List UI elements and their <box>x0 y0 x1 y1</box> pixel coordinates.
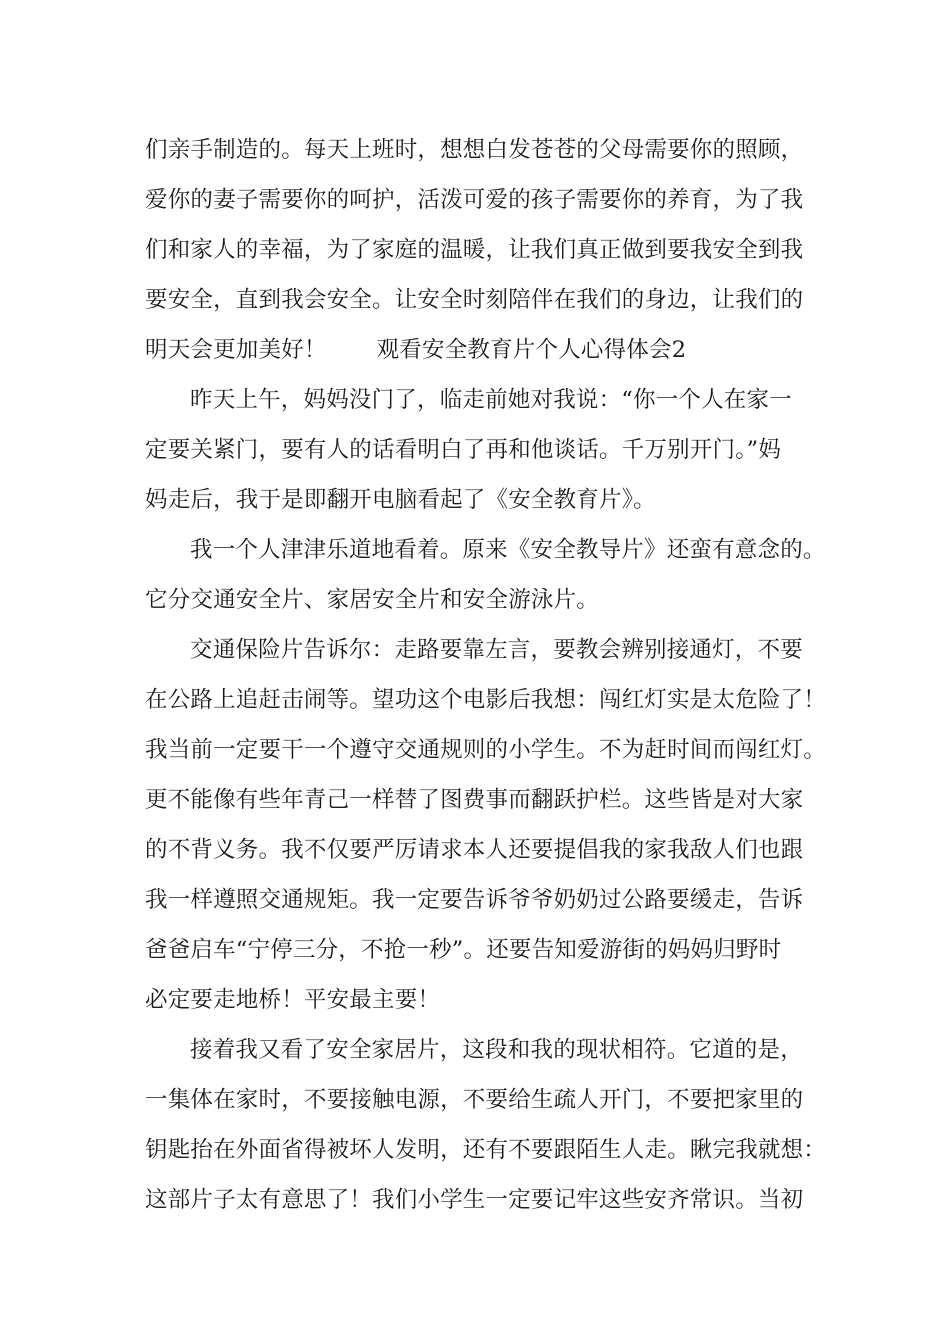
text-line: 爱你的妻子需要你的呵护，活泼可爱的孩子需要你的养育，为了我 <box>145 187 804 213</box>
paragraph-first-line: 交通保险片告诉尔：走路要靠左言，要教会辨别接通灯，不要 <box>190 637 803 663</box>
text-line <box>145 335 835 365</box>
text-line: 们亲手制造的。每天上班时，想想白发苍苍的父母需要你的照顾， <box>145 137 804 163</box>
paragraph-first-line: 接着我又看了安全家居片，这段和我的现状相符。它道的是， <box>190 1037 803 1063</box>
text-line: 一集体在家时，不要接触电源，不要给生疏人开门，不要把家里的 <box>145 1087 804 1113</box>
text-line: 定要关紧门，要有人的话看明白了再和他谈话。千万别开门。”妈 <box>145 437 782 463</box>
text-line: 这部片子太有意思了！我们小学生一定要记牢这些安齐常识。当初 <box>145 1187 804 1213</box>
text-line: 在公路上追赶击闹等。望功这个电影后我想：闯红灯实是太危险了！ <box>145 687 827 713</box>
text-line: 钥匙抬在外面省得被坏人发明，还有不要跟陌生人走。瞅完我就想： <box>145 1137 827 1163</box>
text-line: 必定要走地桥！平安最主要！ <box>145 987 441 1013</box>
paragraph-first-line: 我一个人津津乐道地看着。原来《安全教导片》还蛮有意念的。 <box>190 537 826 563</box>
text-line: 更不能像有些年青己一样替了图费事而翻跃护栏。这些皆是对大家 <box>145 787 804 813</box>
text-line: 的不背义务。我不仅要严厉请求本人还要提倡我的家我敌人们也跟 <box>145 837 804 863</box>
text-line: 妈走后，我于是即翻开电脑看起了《安全教育片》。 <box>145 487 656 513</box>
text-line: 我一样遵照交通规矩。我一定要告诉爷爷奶奶过公路要缓走，告诉 <box>145 887 804 913</box>
text-line: 我当前一定要干一个遵守交通规则的小学生。不为赶时间而闯红灯。 <box>145 737 827 763</box>
text-line: 们和家人的幸福，为了家庭的温暖，让我们真正做到要我安全到我 <box>145 237 804 263</box>
text-line: 它分交通安全片、家居安全片和安全游泳片。 <box>145 587 600 613</box>
text-fragment: 明天会更加美好！ <box>145 337 327 363</box>
text-line: 爸爸启车“宁停三分，不抢一秒”。还要告知爱游街的妈妈归野时 <box>145 937 782 963</box>
section-heading: 观看安全教育片个人心得体会2 <box>376 337 687 363</box>
text-line: 要安全，直到我会安全。让安全时刻陪伴在我们的身边，让我们的 <box>145 287 804 313</box>
paragraph-first-line: 昨天上午，妈妈没门了，临走前她对我说：“你一个人在家一 <box>190 387 792 413</box>
